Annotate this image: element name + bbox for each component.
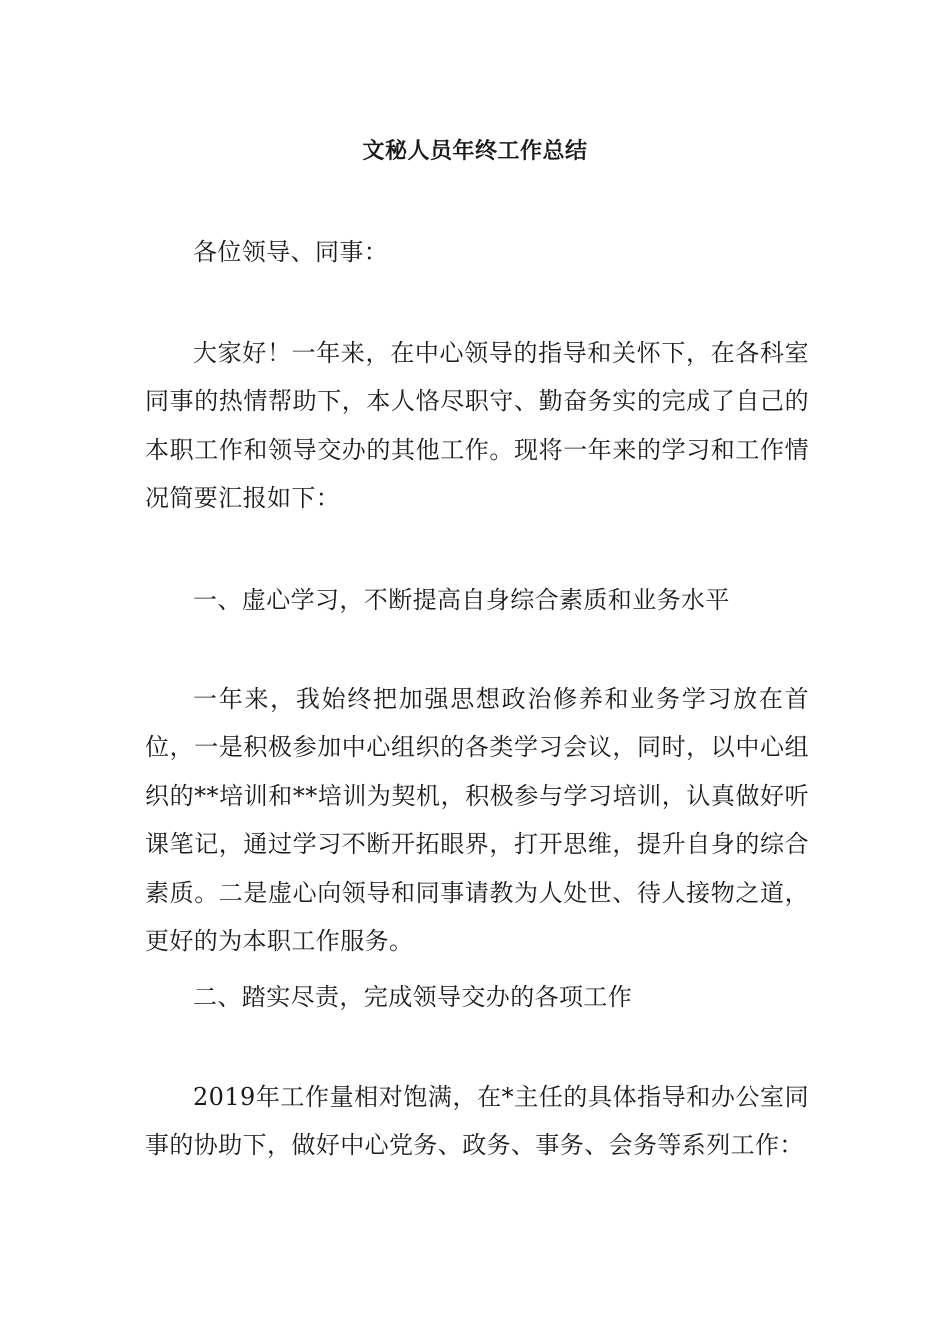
section-body-1: 一年来，我始终把加强思想政治修养和业务学习放在首位，一是积极参加中心组织的各类学习会议，同时，以中心组织的**培训和**培训为契机，积极参与学习培训，认真做好听课笔记，通过学习不断开拓眼界，打开思维，提升自身的综合素质。二是虚心向领导和同事请教为人处世、待人接物之道，更好的为本职工作服务。 bbox=[145, 685, 809, 956]
document-title: 文秘人员年终工作总结 bbox=[362, 138, 588, 164]
section-heading-1: 一、虚心学习，不断提高自身综合素质和业务水平 bbox=[193, 586, 730, 614]
intro-paragraph: 大家好！一年来，在中心领导的指导和关怀下，在各科室同事的热情帮助下，本人恪尽职守、勤奋务实的完成了自己的本职工作和领导交办的其他工作。现将一年来的学习和工作情况简要汇报如下： bbox=[145, 339, 809, 513]
greeting-paragraph: 各位领导、同事： bbox=[193, 238, 389, 266]
section-heading-2: 二、踏实尽责，完成领导交办的各项工作 bbox=[193, 983, 633, 1011]
section-body-2: 2019年工作量相对饱满，在*主任的具体指导和办公室同事的协助下，做好中心党务、政务、事务、会务等系列工作： bbox=[145, 1083, 809, 1160]
